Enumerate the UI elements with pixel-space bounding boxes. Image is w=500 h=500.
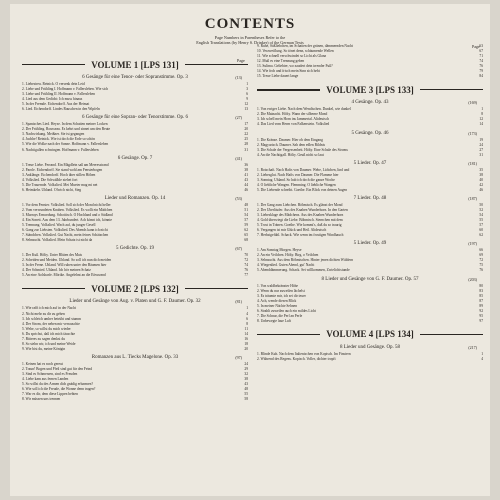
entry-title: 3. Nachwirkung. Meißner. Sie ist gegangen [22, 132, 85, 137]
entry-page: 8 [481, 112, 483, 117]
entry-title: 9. Ruhe, Süßliebchen, im Schatten der grünen, dämmernden Nacht [257, 44, 354, 48]
entry-title: 2. An ein Veilchen. Hölty. Birg, o Veilchen [257, 253, 319, 258]
section-title: 6 Gesänge. Op. 7 [117, 155, 153, 161]
toc-entry [22, 347, 248, 352]
entry-title: 1. Wie rafft ich mich auf in der Nacht [22, 306, 76, 311]
entry-page: 60 [479, 228, 483, 233]
section-page-ref: (169) [468, 100, 477, 106]
volume-heading [257, 83, 483, 96]
section-heading [257, 130, 483, 137]
entry-title: 3. Es träumte mir, ich sei dir teuer [257, 293, 306, 298]
section-heading [257, 344, 483, 351]
entry-page: 67 [479, 49, 483, 54]
entry-title: 1. Keinen hat es noch gereut [22, 361, 63, 366]
section-title: 5 Lieder. Op. 49 [353, 241, 387, 247]
section-page-ref: (173) [468, 130, 477, 136]
toc-entry [22, 397, 248, 402]
entry-title: 6. Gang zur Liebsten. Volkslied. Des Abends kann ich nicht [22, 228, 108, 233]
entry-page: 43 [244, 382, 248, 387]
entry-title: 4. Das Lied vom Herrn von Falkenstein. Volkslied [257, 122, 330, 127]
entry-page: 38 [244, 377, 248, 382]
entry-page: 14 [479, 122, 483, 127]
entry-page: 92 [479, 308, 483, 313]
entry-title: 4. Der Schmied. Uhland. Ich hör meinen Schatz [22, 268, 91, 273]
section-title: 5 Gedichte. Op. 19 [116, 246, 154, 252]
rule-line [22, 64, 85, 65]
entry-title: 4. Lied aus dem Gedicht: Ich muss hinaus [22, 97, 83, 102]
page-column-label: Page [237, 58, 245, 63]
toc-entry [257, 74, 483, 79]
toc-entry [257, 188, 483, 193]
entry-title: 5. In meiner Nächte Sehnen [257, 303, 298, 308]
toc-entry [22, 107, 248, 112]
entry-page: 4 [246, 311, 248, 316]
entry-page: 20 [244, 127, 248, 132]
entry-page: 41 [244, 172, 248, 177]
volume-heading [22, 58, 248, 71]
entry-title: 7. Ständchen. Volkslied. Gut Nacht, mein feines Schätzchen [22, 233, 109, 238]
entry-page: 48 [244, 387, 248, 392]
entry-page: 46 [244, 187, 248, 192]
entry-page: 48 [244, 202, 248, 207]
entry-page: 38 [479, 172, 483, 177]
entry-page: 16 [244, 336, 248, 341]
section-heading [22, 195, 248, 202]
rule-line [185, 64, 248, 65]
entry-page: 24 [479, 142, 483, 147]
entry-title: 12. Muß es eine Trennung geben [257, 59, 305, 64]
rule-line [257, 89, 320, 91]
entry-title: 1. Treue Liebe. Ferrand. Ein Mägdlein saß am Meeresstrand [22, 162, 109, 167]
entry-page: 28 [244, 142, 248, 147]
rule-line [257, 334, 320, 335]
toc-entry [257, 122, 483, 127]
section-page-ref: (203) [468, 276, 477, 282]
entry-title: 3. Liebe und Frühling II. Hoffmann v. Fallersleben [22, 92, 95, 97]
entry-page: 25 [244, 137, 248, 142]
entry-title: 6. Lied. Eichendorff. Lindes Rauschen in den Wipfeln [22, 107, 100, 112]
entry-title: 3. Sonntag. Uhland. So hab ich doch die ganze Woche [257, 177, 335, 182]
entry-page: 62 [244, 228, 248, 233]
volume-title: VOLUME 1 [LPS 131] [91, 59, 179, 70]
toc-entry [257, 357, 483, 362]
entry-title: 5. So willst du des Armen dich gnädig erbarmen? [22, 382, 93, 387]
entry-page: 29 [244, 366, 248, 371]
entry-title: 8. Sehnsucht. Volkslied. Mein Schatz ist nicht da [22, 238, 93, 243]
volume-title: VOLUME 4 [LPS 134] [326, 329, 414, 340]
entry-page: 68 [244, 238, 248, 243]
entry-title: 6. Wie soll ich die Freude, die Wonne denn tragen? [22, 387, 96, 392]
entry-page: 42 [479, 182, 483, 187]
entry-page: 8 [246, 321, 248, 326]
section-page-ref: (217) [468, 344, 477, 350]
entry-page: 22 [244, 132, 248, 137]
entry-page: 38 [244, 167, 248, 172]
entry-title: 2. Die Mainacht. Hölty. Wann der silberne Mond [257, 112, 328, 117]
toc-entry [257, 233, 483, 238]
section-heading [257, 195, 483, 202]
entry-title: 15. Treue Liebe dauert lange [257, 74, 299, 79]
entry-title: 5. Trost in Tränen. Goethe. Wie kommt's, daß du so traurig [257, 223, 342, 228]
entry-title: 9. Wie bist du, meine Königin [22, 346, 66, 351]
entry-page: 74 [479, 59, 483, 64]
toc-entry [257, 268, 483, 273]
entry-title: 3. Ich schell mein Horn ins Jammertal. Altdeutsch [257, 117, 329, 122]
entry-title: 13. Sulima. Geliebter, wo zaudert dein irrender Fuß? [257, 64, 333, 69]
entry-page: 32 [244, 371, 248, 376]
entry-title: 1. Botschaft. Nach Hafis von Daumer. Wehe, Lüftchen, lind und [257, 167, 350, 172]
section-page-ref: (41) [235, 155, 242, 161]
left-column [22, 56, 248, 402]
entry-page: 44 [244, 182, 248, 187]
entry-page: 14 [244, 331, 248, 336]
section-title: 7 Lieder. Op. 48 [353, 195, 387, 201]
entry-title: 5. An eine Äolsharfe. Mörike. Angelehnt an die Efeuwand [22, 273, 106, 278]
entry-title: 1. Vor dem Fenster. Volkslied. Soll sich der Mond nicht heller [22, 202, 111, 207]
toc-entry [257, 153, 483, 158]
page-column-label-right: Page [472, 44, 480, 49]
entry-title: 3. Murrays Ermordung. Schottisch. O Hochland und o Südland [22, 212, 113, 217]
entry-title: 4. Gold überwiegt die Liebe. Böhmisch. Sternchen mit dem [257, 218, 343, 223]
section-page-ref: (53) [235, 195, 242, 201]
section-heading [22, 155, 248, 162]
entry-page: 89 [479, 303, 483, 308]
entry-title: 2. Wenn du nur zuweilen lächelst [257, 288, 305, 293]
entry-title: 5. Die Trauernde. Volkslied. Mei Mueter mag mi net [22, 182, 98, 187]
subtitle-line: Page Numbers in Parentheses Refer to the [214, 35, 286, 40]
entry-page: 77 [244, 273, 248, 278]
entry-page: 3 [246, 87, 248, 92]
section-page-ref: (181) [468, 160, 477, 166]
entry-title: 5. Wehe, so willst du mich wieder [22, 326, 71, 331]
entry-title: 1. Der Gang zum Liebchen. Böhmisch. Es glänzt der Mond [257, 202, 343, 207]
entry-page: 1 [246, 306, 248, 311]
entry-title: 1. Von ewiger Liebe. Nach dem Wendischen. Dunkel, wie dunkel [257, 107, 351, 112]
entry-title: 4. An die Nachtigall. Hölty. Geuß nicht so laut [257, 152, 324, 157]
entry-title: 5. Abenddämmerung. Schack. Sei willkommen, Zwielichtstunde [257, 268, 350, 273]
toc-entry [257, 319, 483, 324]
entry-title: 4. O liebliche Wangen. Flemming. O liebliche Wangen [257, 182, 336, 187]
section-title: 6 Gesänge für eine Tenor- oder Sopranstimme. Op. 3 [82, 75, 188, 80]
section-heading [22, 245, 248, 252]
entry-page: 24 [244, 361, 248, 366]
entry-title: 2. Der Frühling. Rousseau. Es kehrt und sinnet um den Beute [22, 127, 111, 132]
section-title: 8 Lieder und Gesänge. Op. 58 [339, 344, 401, 350]
entry-title: 3. Sehnsucht. Aus dem Böhmischen. Hinter jenen dichten Wäldern [257, 258, 354, 263]
spacer [257, 79, 483, 81]
section-page-ref: (187) [468, 195, 477, 201]
toc-entry [22, 273, 248, 278]
entry-title: 8. Unbewegte laue Luft [257, 318, 291, 323]
spacer [22, 278, 248, 280]
entry-page: 75 [479, 263, 483, 268]
entry-page: 50 [479, 202, 483, 207]
entry-title: 3. Anklänge. Eichendorff. Hoch über stillen Höhen [22, 172, 96, 177]
entry-title: 6. Du sprichst, daß ich mich täuschte [22, 331, 76, 336]
entry-title: 3. Die Schale der Vergessenheit. Hölty. Eine Schale des Stroms [257, 147, 348, 152]
entry-title: 2. Scheiden und Meiden. Uhland. So soll ich nun dich meiden [22, 258, 112, 263]
entry-title: 1. Am Sonntag Morgen. Heyse [257, 248, 302, 253]
entry-page: 51 [244, 207, 248, 212]
entry-page: 70 [244, 253, 248, 258]
entry-title: 5. Die Liebende schreibt. Goethe. Ein Blick von deinen Augen [257, 187, 348, 192]
entry-title: 4. Der Strom, der neben mir verrauschte [22, 321, 80, 326]
section-heading [22, 74, 248, 81]
toc-entry [22, 188, 248, 193]
entry-title: 1. Blinde Kuh. Nach dem Italienischen von Kopisch. Im Finstern [257, 351, 351, 356]
section-title: Romanzen aus L. Tiecks Magelone. Op. 33 [91, 354, 179, 360]
entry-page: 55 [244, 392, 248, 397]
entry-title: 6. Nachtigallen schwingen. Hoffmann v. Fallersleben [22, 147, 99, 152]
section-page-ref: (81) [235, 299, 242, 305]
section-heading [257, 99, 483, 106]
section-heading [257, 240, 483, 247]
entry-page: 59 [244, 223, 248, 228]
entry-page: 83 [479, 288, 483, 293]
entry-page: 71 [479, 54, 483, 59]
entry-page: 27 [479, 147, 483, 152]
entry-page: 58 [244, 397, 248, 402]
entry-page: 54 [244, 212, 248, 217]
entry-page: 65 [244, 233, 248, 238]
entry-page: 84 [479, 74, 483, 79]
entry-page: 79 [479, 69, 483, 74]
entry-title: 2. Liebesglut. Nach Hafis von Daumer. Die Flamme hier [257, 172, 339, 177]
entry-page: 31 [479, 152, 483, 157]
section-title: 5 Lieder. Op. 47 [353, 160, 387, 166]
entry-title: 5. In der Fremde. Eichendorff. Aus der Heimat [22, 102, 90, 107]
entry-title: 3. Ich schleich umher betrübt und stumm [22, 316, 81, 321]
entry-title: 2. Magyarisch. Daumer. Sah dem edlen Bildnis [257, 142, 325, 147]
section-title: Lieder und Gesänge von Aug. v. Platen und G. F. Daumer. Op. 32 [69, 299, 201, 305]
entry-title: 4. Ach, wende diesen Blick [257, 298, 297, 303]
entry-page: 36 [244, 162, 248, 167]
entry-title: 4. Liebe kam aus fernen Landen [22, 377, 69, 382]
entry-title: 2. Vom verwundeten Knaben. Volkslied. Es wollt ein Mädchen [22, 207, 113, 212]
entry-title: 4. Ein Sonett. Aus dem 13. Jahrhundert. Ach könnt ich, könnte [22, 217, 112, 222]
entry-title: 11. Wie schnell verschwindet so Licht als Glanz [257, 54, 327, 59]
entry-page: 19 [479, 137, 483, 142]
entry-page: 1 [246, 82, 248, 86]
entry-page: 43 [244, 177, 248, 182]
entry-page: 12 [244, 102, 248, 107]
entry-title: 1. Liebestreu. Reinick. O versenk dein Leid [22, 82, 85, 86]
entry-title: 2. Der Überläufer. Aus des Knaben Wunderhorn. In den Garten [257, 207, 348, 212]
spacer [257, 324, 483, 326]
entry-title: 4. Volkslied. Die Schwälble ziehet fort [22, 177, 78, 182]
entry-title: 6. Strahlt zuweilen auch ein mildes Licht [257, 308, 316, 313]
entry-page: 6 [246, 92, 248, 97]
rule-line [22, 288, 85, 289]
entry-title: 7. Die Schnur, die Perl an Perle [257, 313, 303, 318]
entry-page: 13 [244, 107, 248, 112]
entry-page: 20 [244, 346, 248, 351]
subtitle-line: English Translations (by Henry S. Drinker) of the German Texts [196, 40, 304, 45]
section-title: Lieder und Romanzen. Op. 14 [104, 195, 166, 201]
entry-page: 74 [244, 263, 248, 268]
entry-page: 76 [479, 64, 483, 69]
entry-title: 7. War es dir, dem diese Lippen bebten [22, 392, 78, 397]
entry-page: 31 [244, 147, 248, 152]
section-heading [22, 114, 248, 121]
entry-title: 3. In der Ferne. Uhland. Will ruhen unter den Bäumen hier [22, 263, 107, 268]
entry-page: 72 [244, 258, 248, 263]
toc-entry [22, 148, 248, 153]
rule-line [185, 288, 248, 289]
entry-title: 3. Sind es Schmerzen, sind es Freuden [22, 371, 78, 376]
entry-page: 1 [481, 351, 483, 356]
entry-title: 6. Heimkehr. Uhland. O brich nicht, Steg [22, 187, 82, 192]
section-heading [257, 276, 483, 283]
section-heading [22, 298, 248, 305]
contents-page [10, 4, 490, 496]
entry-title: 8. So stehn wir, ich und meine Weide [22, 341, 76, 346]
entry-title: 1. Spanisches Lied. Heyse. In dem Schatten meiner Locken [22, 122, 108, 127]
volume-heading [257, 328, 483, 341]
entry-page: 1 [481, 107, 483, 112]
entry-page: 35 [479, 167, 483, 172]
entry-page: 54 [479, 213, 483, 218]
section-title: 8 Lieder und Gesänge von G. F. Daumer. Op. 57 [321, 276, 419, 282]
entry-page: 85 [479, 293, 483, 298]
entry-title: 1. Die Kränze. Daumer. Hier ob dem Eingang [257, 137, 323, 142]
entry-title: 2. Während des Regens. Kopisch. Voller, dichter tropft [257, 356, 336, 361]
right-column [257, 44, 483, 362]
section-title: 5 Gesänge. Op. 46 [351, 130, 389, 136]
entry-page: 17 [244, 122, 248, 127]
entry-title: 3. Liebesklage des Mädchens. Aus des Knaben Wunderhorn [257, 213, 344, 218]
section-heading [22, 354, 248, 361]
entry-page: 52 [479, 207, 483, 212]
entry-page: 40 [479, 177, 483, 182]
entry-page: 57 [244, 217, 248, 222]
rule-line [420, 334, 483, 335]
section-page-ref: (27) [235, 115, 242, 121]
entry-page: 62 [479, 233, 483, 238]
entry-page: 11 [244, 326, 248, 331]
section-page-ref: (13) [235, 75, 242, 80]
entry-page: 55 [479, 218, 483, 223]
entry-page: 80 [479, 283, 483, 288]
entry-page: 72 [479, 258, 483, 263]
entry-page: 9 [246, 97, 248, 102]
entry-page: 46 [479, 187, 483, 192]
entry-page: 6 [246, 316, 248, 321]
entry-page: 76 [244, 268, 248, 273]
entry-title: 2. Traun! Bogen und Pfeil sind gut für den Feind [22, 366, 93, 371]
entry-page: 66 [479, 248, 483, 253]
volume-title: VOLUME 3 [LPS 133] [326, 84, 414, 95]
entry-page: 18 [244, 341, 248, 346]
volume-title: VOLUME 2 [LPS 132] [91, 283, 179, 294]
entry-title: 2. Parole. Eichendorff. Sie stand wohl am Fensterbogen [22, 167, 103, 172]
section-page-ref: (67) [235, 246, 242, 252]
section-title: 6 Gesänge für eine Sopran- oder Tenorstimme. Op. 6 [82, 115, 188, 121]
entry-title: 14. Wie froh und frisch mein Sinn sich hebt [257, 69, 320, 74]
entry-title: 8. Wir müssen uns trennen [22, 397, 61, 402]
entry-page: 87 [479, 298, 483, 303]
section-title: 4 Gesänge. Op. 43 [351, 100, 389, 106]
entry-title: 6. Vergangen ist mir Glück und Heil. Altdeutsch [257, 228, 327, 233]
section-heading [257, 160, 483, 167]
entry-page: 97 [479, 318, 483, 323]
entry-title: 5. Wie die Wolke nach der Sonne. Hoffmann v. Fallersleben [22, 142, 109, 147]
entry-page: 4 [481, 356, 483, 361]
entry-page: 63 [479, 44, 483, 48]
entry-title: 1. Der Kuß. Hölty. Unter Blüten des Mais [22, 253, 83, 258]
entry-title: 10. Verzweiflung. So tönet denn, schäumende Wellen [257, 49, 334, 54]
entry-title: 2. Liebe und Frühling I. Hoffmann v. Fallersleben. Wie sich [22, 87, 109, 92]
entry-title: 2. Nicht mehr zu dir zu gehen [22, 311, 65, 316]
section-page-ref: (197) [468, 241, 477, 247]
entry-title: 7. Herbstgefühl. Schack. Wie wenn im frostigen Windhauch [257, 233, 344, 238]
entry-page: 76 [479, 268, 483, 273]
rule-line [420, 89, 483, 90]
page-title: CONTENTS [204, 16, 296, 32]
entry-page: 12 [479, 117, 483, 122]
section-page-ref: (97) [235, 354, 242, 360]
toc-entry [22, 238, 248, 243]
entry-title: 1. Von waldbekränzter Höhe [257, 283, 298, 288]
entry-title: 4. Wiegenlied. Guten Abend, gut' Nacht [257, 263, 315, 268]
entry-title: 5. Trennung. Volkslied. Wach auf, du junger Gesell [22, 223, 96, 228]
entry-page: 69 [479, 253, 483, 258]
entry-title: 7. Bitteres zu sagen denkst du [22, 336, 65, 341]
volume-heading [22, 282, 248, 295]
entry-title: 4. Juchhe! Reinick. Wie ist doch die Erde so schön [22, 137, 95, 142]
entry-page: 95 [479, 313, 483, 318]
entry-page: 57 [479, 223, 483, 228]
